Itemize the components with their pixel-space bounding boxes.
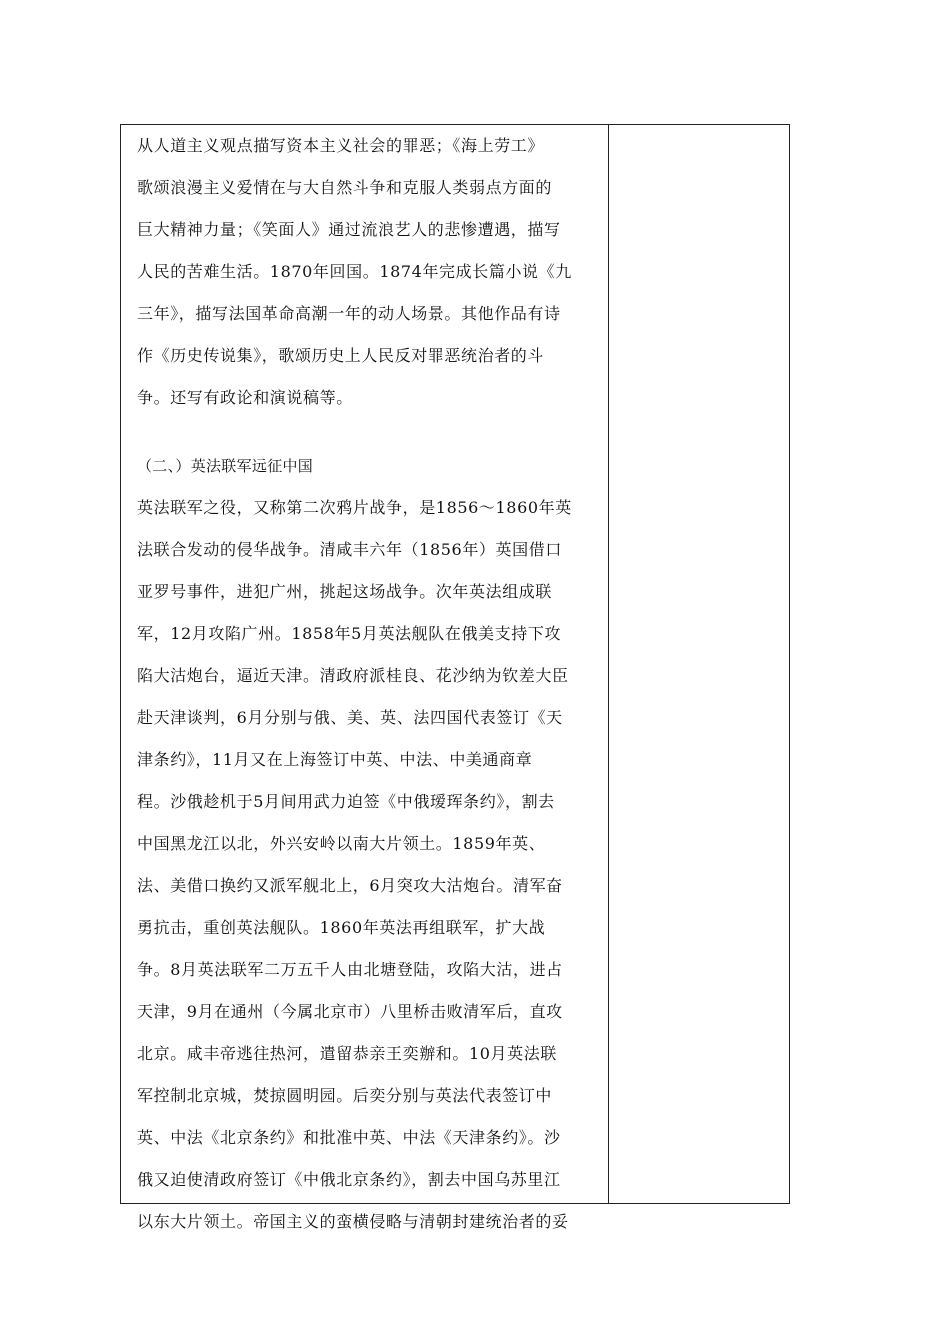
text-line: 赴天津谈判，6月分别与俄、美、英、法四国代表签订《天	[137, 708, 563, 727]
text-line: 三年》，描写法国革命高潮一年的动人场景。其他作品有诗	[137, 304, 561, 323]
text-line: 歌颂浪漫主义爱情在与大自然斗争和克服人类弱点方面的	[137, 178, 553, 197]
column-divider	[608, 125, 609, 1203]
text-line: 作《历史传说集》，歌颂历史上人民反对罪恶统治者的斗	[137, 346, 545, 365]
text-line: 争。还写有政论和演说稿等。	[137, 388, 353, 407]
main-text-column	[137, 125, 599, 1243]
text-line: 英法联军之役，又称第二次鸦片战争，是1856～1860年英	[137, 498, 572, 517]
paragraph-gap	[137, 419, 599, 445]
text-line: 北京。咸丰帝逃往热河，遣留恭亲王奕辦和。10月英法联	[137, 1044, 557, 1063]
text-line: 亚罗号事件，进犯广州，挑起这场战争。次年英法组成联	[137, 582, 553, 601]
text-line: 勇抗击，重创英法舰队。1860年英法再组联军，扩大战	[137, 918, 546, 937]
text-line: 军，12月攻陷广州。1858年5月英法舰队在俄美支持下攻	[137, 624, 562, 643]
text-line: 从人道主义观点描写资本主义社会的罪恶；《海上劳工》	[137, 136, 545, 155]
text-line: 天津，9月在通州（今属北京市）八里桥击败清军后，直攻	[137, 1002, 563, 1021]
text-line: 俄又迫使清政府签订《中俄北京条约》，割去中国乌苏里江	[137, 1170, 561, 1189]
text-line: 巨大精神力量；《笑面人》通过流浪艺人的悲惨遭遇，描写	[137, 220, 561, 239]
text-line: 法、美借口换约又派军舰北上，6月突攻大沽炮台。清军奋	[137, 876, 563, 895]
text-line: 争。8月英法联军二万五千人由北塘登陆，攻陷大沽，进占	[137, 960, 563, 979]
text-line: 以东大片领土。帝国主义的蛮横侵略与清朝封建统治者的妥	[137, 1212, 569, 1231]
section-heading: （二、）英法联军远征中国	[137, 457, 314, 475]
text-line: 陷大沽炮台，逼近天津。清政府派桂良、花沙纳为钦差大臣	[137, 666, 569, 685]
text-line: 英、中法《北京条约》和批准中英、中法《天津条约》。沙	[137, 1128, 561, 1147]
text-line: 法联合发动的侵华战争。清咸丰六年（1856年）英国借口	[137, 540, 562, 559]
text-line: 军控制北京城，焚掠圆明园。后奕分别与英法代表签订中	[137, 1086, 553, 1105]
text-line: 程。沙俄趁机于5月间用武力迫签《中俄瑷珲条约》，割去	[137, 792, 555, 811]
text-line: 人民的苦难生活。1870年回国。1874年完成长篇小说《九	[137, 262, 572, 281]
text-line: 中国黑龙江以北，外兴安岭以南大片领土。1859年英、	[137, 834, 546, 853]
content-table	[120, 124, 790, 1231]
text-line: 津条约》，11月又在上海签订中英、中法、中美通商章	[137, 750, 533, 769]
